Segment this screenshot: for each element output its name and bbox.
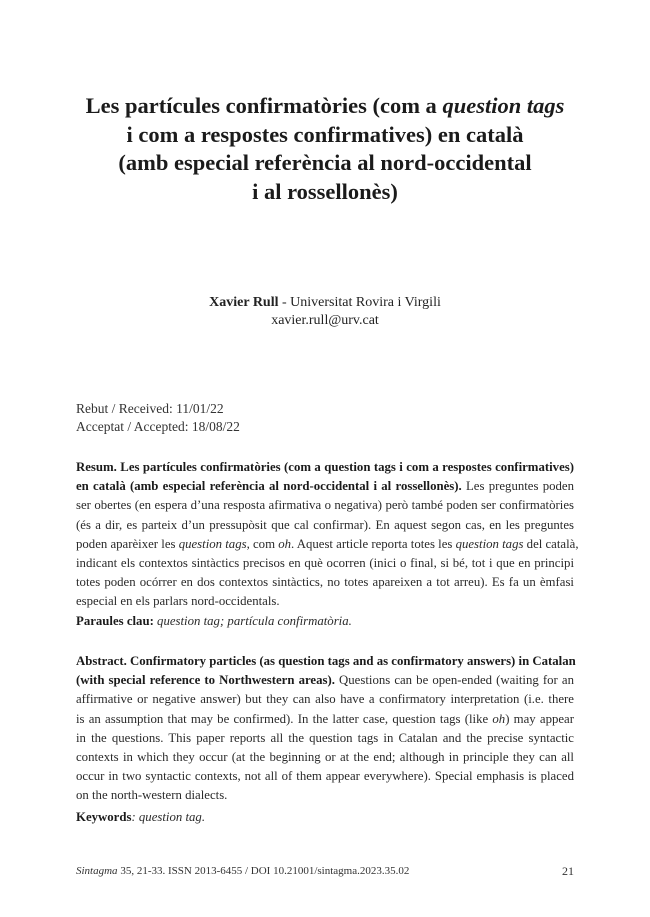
received-date: Rebut / Received: 11/01/22 xyxy=(76,401,224,416)
title-line-4: i al rossellonès) xyxy=(252,178,398,204)
keywords-english-label: Keywords xyxy=(76,810,132,824)
abstract-line xyxy=(76,671,574,690)
keywords-english xyxy=(76,808,574,827)
keywords-catalan-line xyxy=(76,612,574,631)
abstract-paragraph xyxy=(76,652,574,806)
title-line-1-text: Les partícules confirmatòries (com a xyxy=(85,93,443,118)
keywords-english-line xyxy=(76,808,574,827)
author-block xyxy=(60,294,590,330)
citation-text: 35, 21-33. ISSN 2013-6455 / DOI 10.21001/sintagma.2023.35.02 xyxy=(117,865,410,877)
abstract-line xyxy=(76,652,574,671)
abstract-line: affirmative or negative answer) but they can also have a confirmatory interpretation (i.e. there xyxy=(76,692,574,707)
abstract-line: occur in two syntactic contexts, not all of them appear everywhere). Special emphasis is placed xyxy=(76,769,574,784)
dates-block xyxy=(76,400,240,436)
author-email: xavier.rull@urv.cat xyxy=(271,313,379,328)
resum-text: , com xyxy=(246,536,279,551)
abstract-line: contexts in which they occur (at the beginning or at the end; although in principle they can all xyxy=(76,750,574,765)
abstract-heading-cont: (with special reference to Northwestern areas). xyxy=(76,673,335,688)
resum-line: (és a dir, es parteix d’un pressupòsit que cal confirmar). En aquest segon cas, en les preguntes xyxy=(76,517,574,532)
title-line-3: (amb especial referència al nord-occidental xyxy=(118,150,532,175)
abstract-text: ) may appear xyxy=(505,711,574,726)
title-line-1-italic: question tags xyxy=(442,93,565,118)
resum-line: ser obertes (en espera d’una resposta afirmativa o negativa) però també poden ser confirmatòries xyxy=(76,498,574,513)
title-line-2: i com a respostes confirmatives) en català xyxy=(126,121,524,147)
resum-line: indicant els contextos sintàctics precisos en què ocorren (inici o final, si bé, tot i que en principi xyxy=(76,556,574,571)
resum-text: . Aquest article reporta totes les xyxy=(291,536,456,551)
abstract-line: in the questions. This paper reports all the question tags in Catalan and the precise syntactic xyxy=(76,730,574,745)
article-title xyxy=(60,92,590,206)
resum-line xyxy=(76,535,579,554)
abstract-italic: oh xyxy=(492,711,506,726)
resum-heading-cont: en català (amb especial referència al nord-occidental i al rossellonès). xyxy=(76,479,462,494)
resum-paragraph xyxy=(76,458,579,612)
resum-line xyxy=(76,458,574,477)
resum-text: del català, xyxy=(523,536,579,551)
abstract-heading: Abstract. Confirmatory particles (as question tags and as confirmatory answers) in Catalan xyxy=(76,654,576,668)
resum-text: Les preguntes poden xyxy=(461,479,574,494)
author-line xyxy=(60,294,590,312)
abstract-line xyxy=(76,710,574,729)
author-name: Xavier Rull xyxy=(209,295,279,310)
keywords-english-value: : question tag. xyxy=(131,810,206,824)
resum-line xyxy=(76,477,574,496)
accepted-date: Acceptat / Accepted: 18/08/22 xyxy=(76,419,240,434)
resum-italic: question tags xyxy=(455,536,524,551)
footer-citation xyxy=(76,864,409,878)
journal-name: Sintagma xyxy=(76,865,118,877)
resum-italic: question tags xyxy=(178,536,247,551)
resum-text: poden aparèixer les xyxy=(76,536,179,551)
resum-heading: Resum. Les partícules confirmatòries (com a question tags i com a respostes confirmatives) xyxy=(76,460,574,474)
resum-line: totes poden ocórrer en dos contextos sintàctics, no totes apareixen a tot arreu). Es fa un èmfasi xyxy=(76,575,574,590)
keywords-catalan-label: Paraules clau: xyxy=(76,614,154,628)
resum-italic: oh xyxy=(278,536,292,551)
keywords-catalan xyxy=(76,612,574,631)
resum-line: especial en els parlars nord-occidentals. xyxy=(76,594,280,609)
abstract-text: is an assumption that may be confirmed). In the latter case, question tags (like xyxy=(76,711,493,726)
title-line-1 xyxy=(60,92,590,121)
keywords-catalan-value: question tag; partícula confirmatòria. xyxy=(153,614,352,628)
abstract-text: Questions can be open-ended (waiting for an xyxy=(334,673,574,688)
abstract-line: on the north-western dialects. xyxy=(76,788,228,803)
author-affiliation: - Universitat Rovira i Virgili xyxy=(278,295,441,310)
page-number: 21 xyxy=(562,864,574,878)
